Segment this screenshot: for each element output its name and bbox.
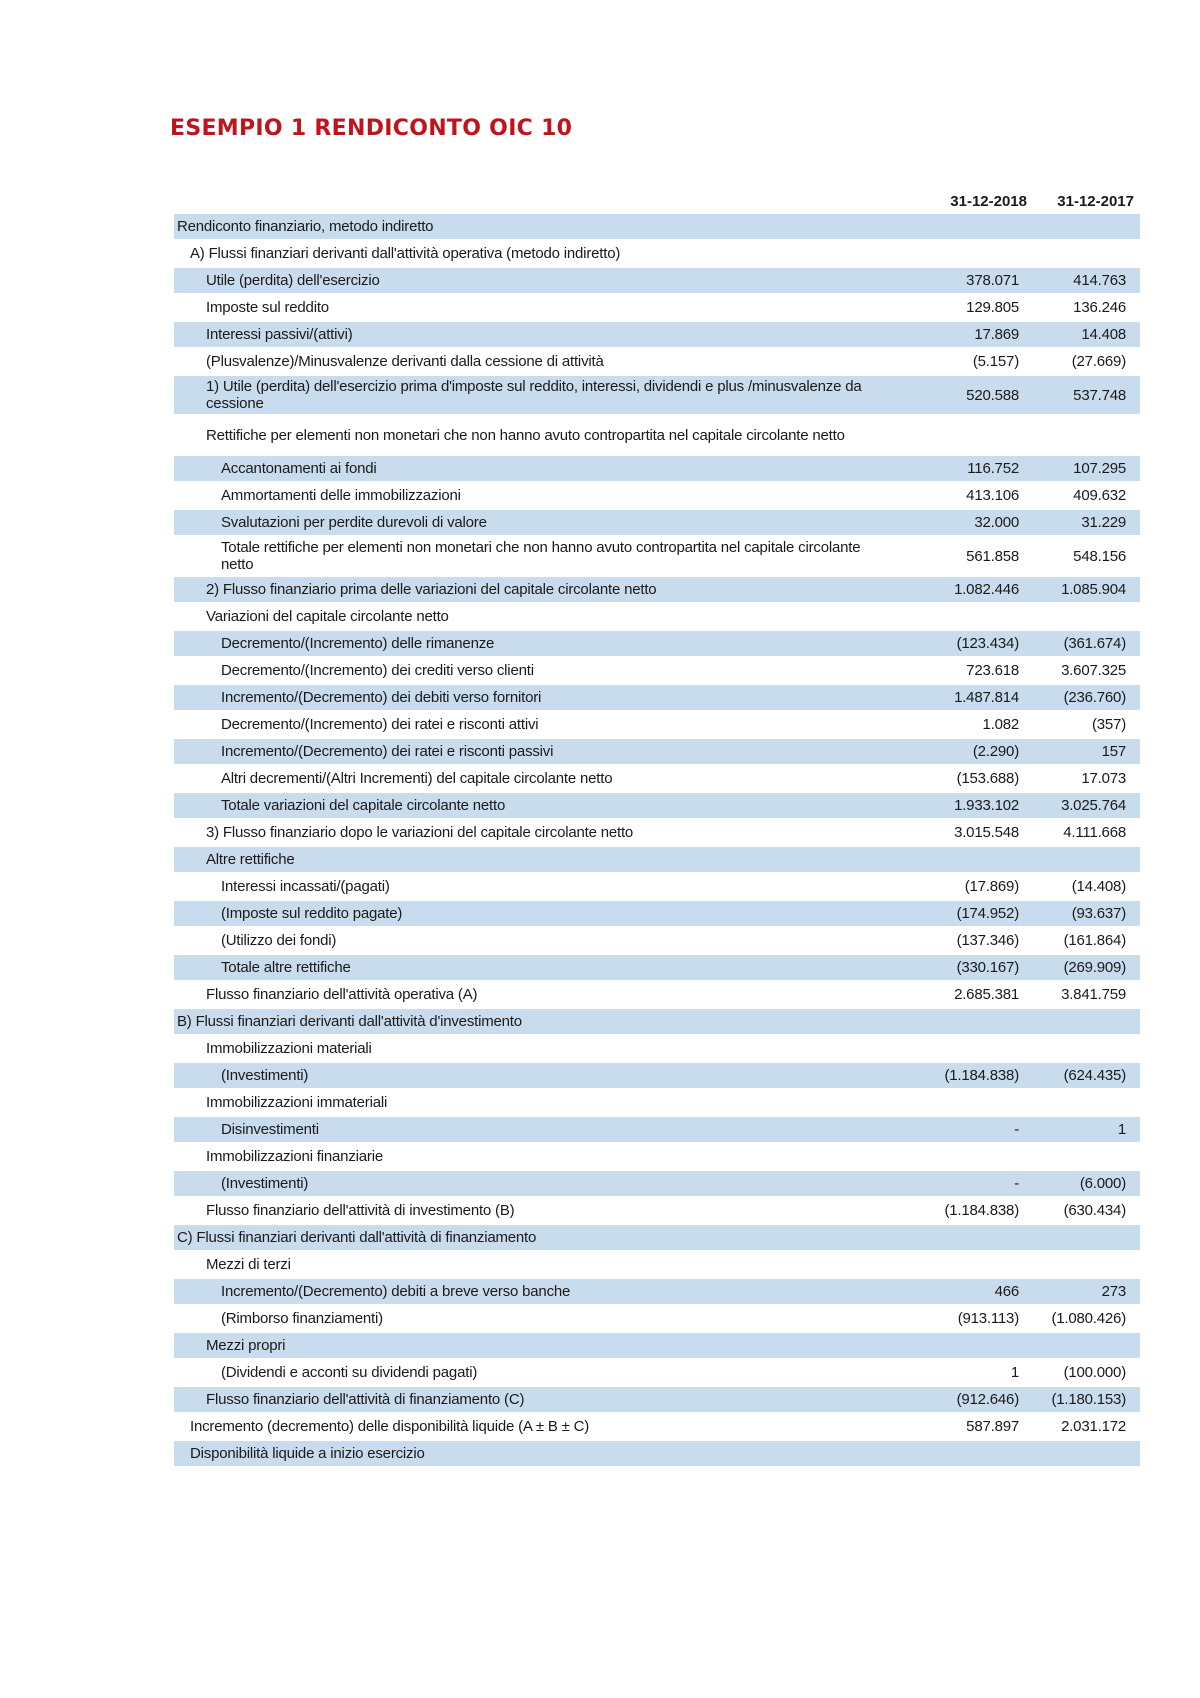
table-row bbox=[174, 1441, 1140, 1466]
row-label: Decremento/(Incremento) dei crediti verso clienti bbox=[221, 662, 534, 679]
value-2018: 587.897 bbox=[966, 1418, 1019, 1435]
row-label: Flusso finanziario dell'attività di finanziamento (C) bbox=[206, 1391, 525, 1408]
row-label: Totale variazioni del capitale circolante netto bbox=[221, 797, 506, 814]
table-row bbox=[174, 1414, 1140, 1439]
value-2017: 3.841.759 bbox=[1061, 986, 1126, 1003]
table-row bbox=[174, 322, 1140, 347]
table-row bbox=[174, 658, 1140, 683]
row-label: (Investimenti) bbox=[221, 1175, 309, 1192]
value-2018: 378.071 bbox=[966, 272, 1019, 289]
value-2018: 723.618 bbox=[966, 662, 1019, 679]
row-label: Mezzi di terzi bbox=[206, 1256, 291, 1273]
column-header-2017: 31-12-2017 bbox=[1057, 192, 1134, 210]
table-row bbox=[174, 537, 1140, 575]
table-row bbox=[174, 1009, 1140, 1034]
row-label: Decremento/(Incremento) delle rimanenze bbox=[221, 635, 495, 652]
row-label: A) Flussi finanziari derivanti dall'attività operativa (metodo indiretto) bbox=[190, 245, 621, 262]
table-row bbox=[174, 1171, 1140, 1196]
table-row bbox=[174, 793, 1140, 818]
table-row bbox=[174, 1306, 1140, 1331]
table-body bbox=[174, 214, 1140, 1466]
row-label: Disponibilità liquide a inizio esercizio bbox=[190, 1445, 425, 1462]
value-2017: (100.000) bbox=[1063, 1364, 1126, 1381]
table-row bbox=[174, 416, 1140, 454]
table-row bbox=[174, 1333, 1140, 1358]
row-label: Mezzi propri bbox=[206, 1337, 286, 1354]
row-label: Svalutazioni per perdite durevoli di valore bbox=[221, 514, 487, 531]
row-label: Altri decrementi/(Altri Incrementi) del capitale circolante netto bbox=[221, 770, 613, 787]
value-2018: 17.869 bbox=[974, 326, 1019, 343]
table-row bbox=[174, 214, 1140, 239]
value-2017: 1 bbox=[1117, 1121, 1126, 1138]
table-row bbox=[174, 1252, 1140, 1277]
value-2017: 2.031.172 bbox=[1061, 1418, 1126, 1435]
value-2017: 1.085.904 bbox=[1061, 581, 1126, 598]
value-2017: 31.229 bbox=[1081, 514, 1126, 531]
table-row bbox=[174, 955, 1140, 980]
table-row bbox=[174, 766, 1140, 791]
table-row bbox=[174, 349, 1140, 374]
table-row bbox=[174, 295, 1140, 320]
table-row bbox=[174, 847, 1140, 872]
value-2017: 17.073 bbox=[1081, 770, 1126, 787]
row-label: Imposte sul reddito bbox=[206, 299, 329, 316]
value-2018: 520.588 bbox=[966, 386, 1019, 404]
value-2017: 3.607.325 bbox=[1061, 662, 1126, 679]
value-2017: 136.246 bbox=[1073, 299, 1126, 316]
table-row bbox=[174, 928, 1140, 953]
value-2018: 32.000 bbox=[974, 514, 1019, 531]
value-2017: (93.637) bbox=[1071, 905, 1126, 922]
value-2017: (1.180.153) bbox=[1051, 1391, 1126, 1408]
value-2017: 107.295 bbox=[1073, 460, 1126, 477]
row-label: Totale rettifiche per elementi non monetari che non hanno avuto contropartita nel capitale circolante netto bbox=[221, 539, 861, 573]
value-2018: (137.346) bbox=[956, 932, 1019, 949]
table-row bbox=[174, 483, 1140, 508]
value-2018: (2.290) bbox=[972, 743, 1019, 760]
value-2017: 537.748 bbox=[1073, 386, 1126, 404]
value-2018: 129.805 bbox=[966, 299, 1019, 316]
table-row bbox=[174, 1117, 1140, 1142]
row-label: Utile (perdita) dell'esercizio bbox=[206, 272, 380, 289]
row-label: Incremento (decremento) delle disponibilità liquide (A ± B ± C) bbox=[190, 1418, 590, 1435]
row-label: Ammortamenti delle immobilizzazioni bbox=[221, 487, 461, 504]
row-label: B) Flussi finanziari derivanti dall'attività d'investimento bbox=[177, 1013, 522, 1030]
value-2018: 561.858 bbox=[966, 547, 1019, 565]
value-2018: (123.434) bbox=[956, 635, 1019, 652]
row-label: (Rimborso finanziamenti) bbox=[221, 1310, 383, 1327]
value-2017: (630.434) bbox=[1063, 1202, 1126, 1219]
value-2017: (27.669) bbox=[1071, 353, 1126, 370]
value-2018: (5.157) bbox=[972, 353, 1019, 370]
value-2018: 2.685.381 bbox=[954, 986, 1019, 1003]
value-2018: (1.184.838) bbox=[944, 1202, 1019, 1219]
row-label: (Dividendi e acconti su dividendi pagati) bbox=[221, 1364, 478, 1381]
column-header-2018: 31-12-2018 bbox=[950, 192, 1027, 210]
value-2018: 1.933.102 bbox=[954, 797, 1019, 814]
row-label: 2) Flusso finanziario prima delle variazioni del capitale circolante netto bbox=[206, 581, 657, 598]
table-row bbox=[174, 1387, 1140, 1412]
table-row bbox=[174, 376, 1140, 414]
table-row bbox=[174, 1198, 1140, 1223]
value-2018: 1.082 bbox=[982, 716, 1019, 733]
row-label: (Imposte sul reddito pagate) bbox=[221, 905, 403, 922]
table-row bbox=[174, 631, 1140, 656]
value-2017: (269.909) bbox=[1063, 959, 1126, 976]
table-row bbox=[174, 1063, 1140, 1088]
value-2017: 3.025.764 bbox=[1061, 797, 1126, 814]
row-label: Incremento/(Decremento) debiti a breve verso banche bbox=[221, 1283, 571, 1300]
row-label: 3) Flusso finanziario dopo le variazioni del capitale circolante netto bbox=[206, 824, 634, 841]
value-2018: (913.113) bbox=[957, 1310, 1019, 1327]
table-row bbox=[174, 510, 1140, 535]
value-2018: 1.082.446 bbox=[954, 581, 1019, 598]
table-row bbox=[174, 1144, 1140, 1169]
table-row bbox=[174, 1090, 1140, 1115]
table-row bbox=[174, 604, 1140, 629]
value-2018: (153.688) bbox=[956, 770, 1019, 787]
value-2017: (357) bbox=[1091, 716, 1126, 733]
value-2017: (14.408) bbox=[1071, 878, 1126, 895]
value-2018: (17.869) bbox=[964, 878, 1019, 895]
table-row bbox=[174, 1225, 1140, 1250]
value-2017: 548.156 bbox=[1073, 547, 1126, 565]
value-2018: 1.487.814 bbox=[954, 689, 1019, 706]
value-2018: - bbox=[1014, 1121, 1019, 1138]
row-label: Interessi passivi/(attivi) bbox=[206, 326, 353, 343]
row-label: Rendiconto finanziario, metodo indiretto bbox=[177, 218, 434, 235]
value-2017: (1.080.426) bbox=[1051, 1310, 1126, 1327]
value-2017: (161.864) bbox=[1063, 932, 1126, 949]
value-2018: 116.752 bbox=[967, 460, 1019, 477]
row-label: Immobilizzazioni immateriali bbox=[206, 1094, 388, 1111]
table-row bbox=[174, 1036, 1140, 1061]
table-row bbox=[174, 1279, 1140, 1304]
value-2018: (912.646) bbox=[956, 1391, 1019, 1408]
page-title: ESEMPIO 1 RENDICONTO OIC 10 bbox=[170, 116, 573, 141]
value-2017: 409.632 bbox=[1073, 487, 1126, 504]
value-2017: 14.408 bbox=[1081, 326, 1126, 343]
row-label: Variazioni del capitale circolante netto bbox=[206, 608, 449, 625]
row-label: C) Flussi finanziari derivanti dall'attività di finanziamento bbox=[177, 1229, 537, 1246]
table-row bbox=[174, 685, 1140, 710]
value-2017: (624.435) bbox=[1063, 1067, 1126, 1084]
row-label: Disinvestimenti bbox=[221, 1121, 319, 1138]
value-2018: - bbox=[1014, 1175, 1019, 1192]
value-2017: 273 bbox=[1101, 1283, 1126, 1300]
row-label: (Utilizzo dei fondi) bbox=[221, 932, 337, 949]
value-2018: (174.952) bbox=[956, 905, 1019, 922]
cash-flow-table bbox=[174, 188, 1140, 1468]
value-2017: 4.111.668 bbox=[1063, 824, 1126, 841]
value-2017: 157 bbox=[1101, 743, 1126, 760]
table-row bbox=[174, 268, 1140, 293]
row-label: Interessi incassati/(pagati) bbox=[221, 878, 390, 895]
table-row bbox=[174, 739, 1140, 764]
row-label: Accantonamenti ai fondi bbox=[221, 460, 377, 477]
value-2018: 1 bbox=[1010, 1364, 1019, 1381]
row-label: (Investimenti) bbox=[221, 1067, 309, 1084]
row-label: (Plusvalenze)/Minusvalenze derivanti dalla cessione di attività bbox=[206, 353, 604, 370]
value-2018: 413.106 bbox=[966, 487, 1019, 504]
value-2018: 466 bbox=[994, 1283, 1019, 1300]
row-label: Flusso finanziario dell'attività operativa (A) bbox=[206, 986, 478, 1003]
value-2018: (1.184.838) bbox=[944, 1067, 1019, 1084]
row-label: Immobilizzazioni finanziarie bbox=[206, 1148, 383, 1165]
table-header bbox=[174, 188, 1140, 214]
table-row bbox=[174, 874, 1140, 899]
table-row bbox=[174, 820, 1140, 845]
table-row bbox=[174, 456, 1140, 481]
value-2017: (236.760) bbox=[1063, 689, 1126, 706]
row-label: Totale altre rettifiche bbox=[221, 959, 351, 976]
table-row bbox=[174, 712, 1140, 737]
value-2017: (361.674) bbox=[1063, 635, 1126, 652]
value-2017: 414.763 bbox=[1073, 272, 1126, 289]
value-2018: (330.167) bbox=[956, 959, 1019, 976]
row-label: Incremento/(Decremento) dei ratei e risconti passivi bbox=[221, 743, 554, 760]
row-label: Rettifiche per elementi non monetari che non hanno avuto contropartita nel capitale circolante netto bbox=[206, 426, 845, 444]
row-label: Decremento/(Incremento) dei ratei e risconti attivi bbox=[221, 716, 539, 733]
table-row bbox=[174, 901, 1140, 926]
value-2017: (6.000) bbox=[1079, 1175, 1126, 1192]
value-2018: 3.015.548 bbox=[954, 824, 1019, 841]
table-row bbox=[174, 577, 1140, 602]
table-row bbox=[174, 982, 1140, 1007]
table-row bbox=[174, 241, 1140, 266]
table-row bbox=[174, 1360, 1140, 1385]
row-label: 1) Utile (perdita) dell'esercizio prima d'imposte sul reddito, interessi, dividendi e plus /minusvalenze da cessione bbox=[206, 378, 862, 412]
row-label: Flusso finanziario dell'attività di investimento (B) bbox=[206, 1202, 515, 1219]
row-label: Incremento/(Decremento) dei debiti verso fornitori bbox=[221, 689, 542, 706]
row-label: Altre rettifiche bbox=[206, 851, 295, 868]
row-label: Immobilizzazioni materiali bbox=[206, 1040, 372, 1057]
